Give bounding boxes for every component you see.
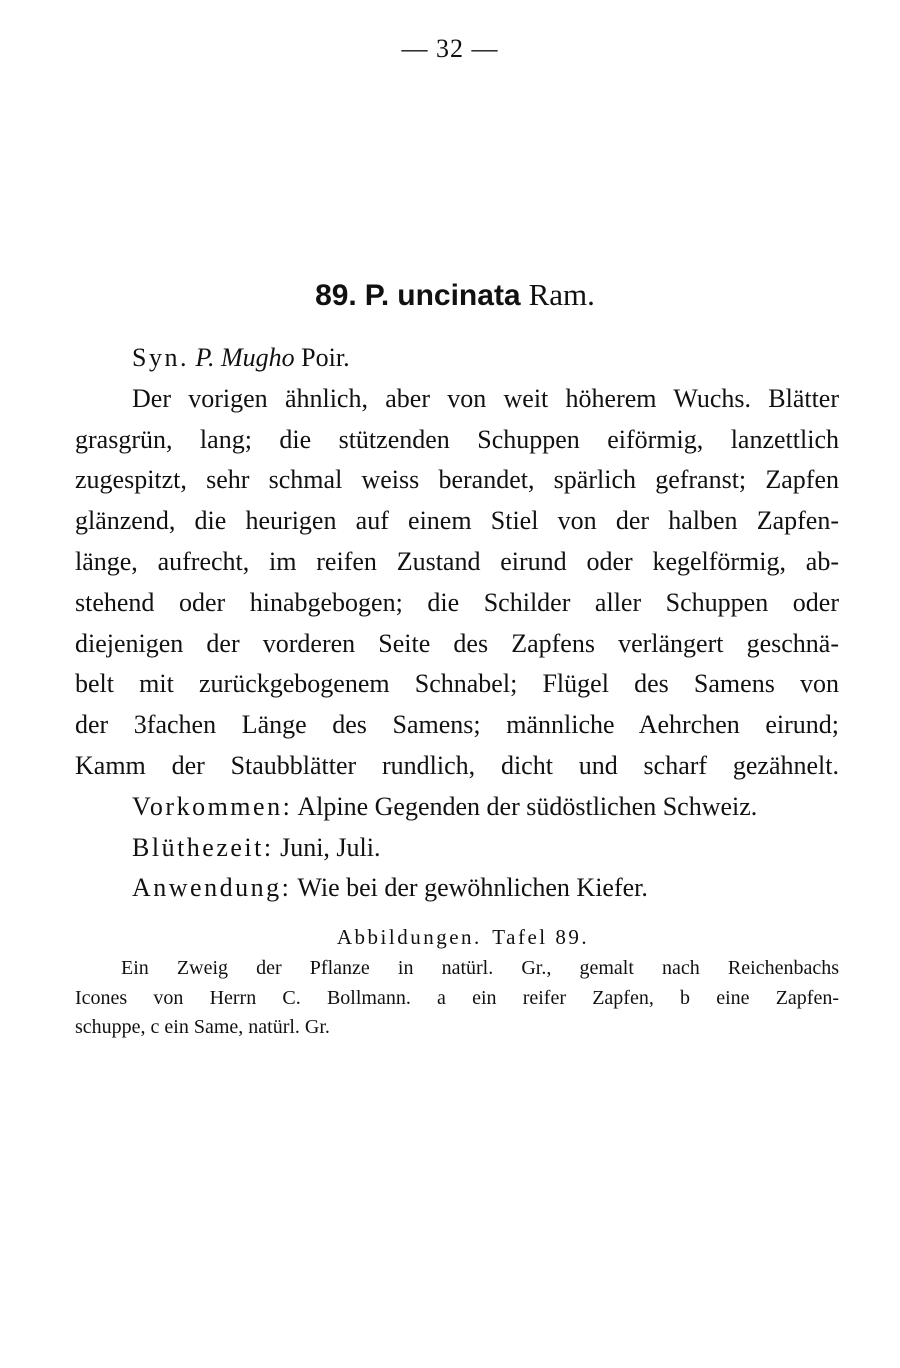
species-genus: P. [364,279,390,312]
description-line: länge, aufrecht, im reifen Zustand eirund oder kegelförmig, ab- [75,546,839,576]
use-text: Wie bei der gewöhnlichen Kiefer. [297,873,648,903]
species-number: 89. [315,279,357,312]
synonym-line [75,338,839,379]
flowering-label: Blüthezeit: [132,832,274,862]
synonym-name: P. Mugho [195,343,295,372]
caption-line: schuppe, c ein Same, natürl. Gr. [75,1016,330,1038]
description-line: der 3fachen Länge des Samens; männliche Aehrchen eirund; [75,710,839,740]
description-line: grasgrün, lang; die stützenden Schuppen eiförmig, lanzettlich [75,424,839,454]
flowering-line [75,828,839,869]
description-line: zugespitzt, sehr schmal weiss berandet, spärlich gefranst; Zapfen [75,465,839,495]
description-line: belt mit zurückgebogenem Schnabel; Flügel des Samens von [75,669,839,699]
figures-label: Abbildungen. [336,925,482,949]
description-line: Kamm der Staubblätter rundlich, dicht und scharf gezähnelt. [75,750,839,780]
species-author: Ram. [528,277,595,312]
occurrence-text: Alpine Gegenden der südöstlichen Schweiz. [297,791,758,821]
description-line: diejenigen der vorderen Seite des Zapfens verlängert geschnä- [75,628,839,658]
flowering-text: Juni, Juli. [280,832,381,862]
species-description [75,338,839,909]
page-number: — 32 — [401,34,499,63]
figures-plate: Tafel 89. [492,925,590,949]
species-epithet: uncinata [397,279,521,312]
description-line: glänzend, die heurigen auf einem Stiel von der halben Zapfen- [75,506,839,536]
description-line: stehend oder hinabgebogen; die Schilder aller Schuppen oder [75,587,839,617]
occurrence-line [75,787,839,828]
use-label: Anwendung: [132,873,292,903]
figure-caption-title [75,922,839,952]
species-heading [0,270,900,320]
occurrence-label: Vorkommen: [132,791,293,821]
use-line [75,868,839,909]
caption-line: Icones von Herrn C. Bollmann. a ein reifer Zapfen, b eine Zapfen- [75,986,839,1009]
synonym-author: Poir. [301,343,350,372]
figure-caption [75,922,839,1043]
synonym-label: Syn. [132,343,189,372]
caption-line: Ein Zweig der Pflanze in natürl. Gr., gemalt nach Reichenbachs [121,957,839,979]
description-line: Der vorigen ähnlich, aber von weit höherem Wuchs. Blätter [132,383,839,413]
